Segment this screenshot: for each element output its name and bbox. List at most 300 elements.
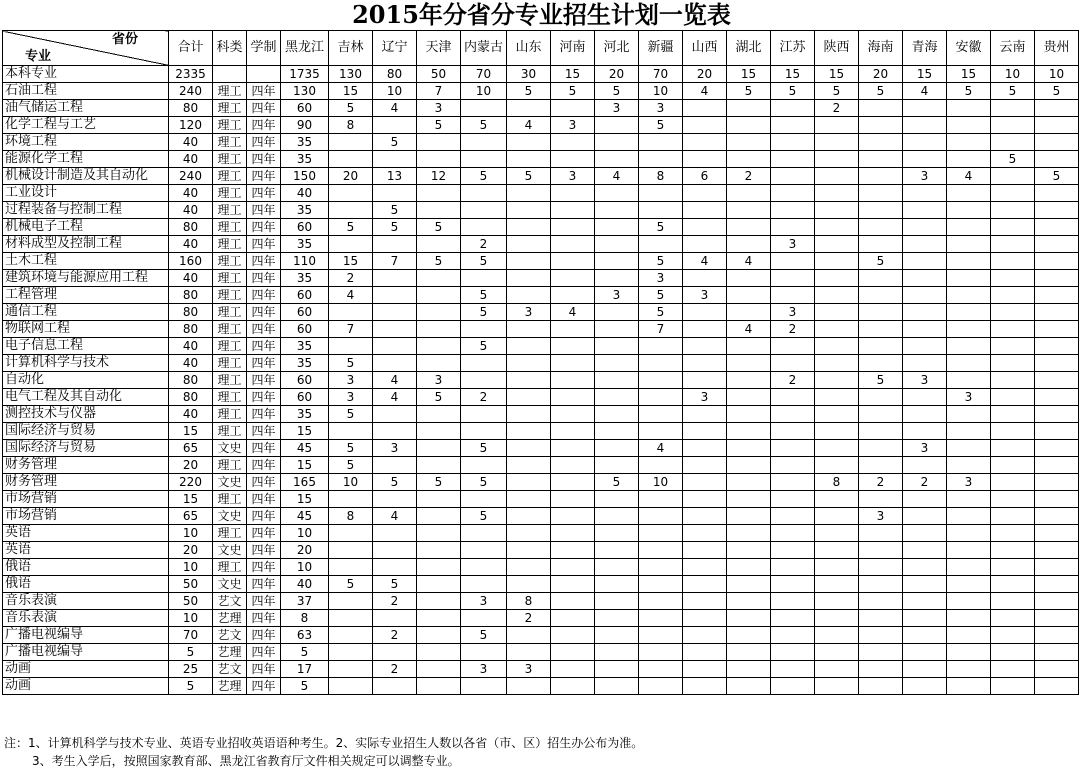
province-quota-cell — [683, 593, 727, 610]
total-cell: 240 — [169, 168, 213, 185]
province-quota-cell — [595, 151, 639, 168]
province-quota-cell: 165 — [281, 474, 329, 491]
province-quota-cell — [903, 678, 947, 695]
province-quota-cell — [683, 491, 727, 508]
province-quota-cell — [947, 593, 991, 610]
total-cell: 80 — [169, 389, 213, 406]
province-quota-cell — [991, 525, 1035, 542]
province-quota-cell — [727, 474, 771, 491]
category-cell: 文史 — [213, 508, 247, 525]
province-quota-cell — [551, 151, 595, 168]
province-quota-cell: 3 — [595, 100, 639, 117]
province-quota-cell — [595, 304, 639, 321]
province-quota-cell: 7 — [639, 321, 683, 338]
province-quota-cell — [461, 219, 507, 236]
province-quota-cell — [595, 423, 639, 440]
total-cell: 40 — [169, 338, 213, 355]
category-cell: 理工 — [213, 304, 247, 321]
table-row — [3, 83, 1079, 100]
total-cell: 70 — [169, 627, 213, 644]
table-row — [3, 304, 1079, 321]
province-quota-cell: 10 — [373, 83, 417, 100]
province-quota-cell — [947, 202, 991, 219]
category-cell — [213, 66, 247, 83]
province-quota-cell — [903, 457, 947, 474]
province-quota-cell — [727, 644, 771, 661]
province-quota-cell: 20 — [329, 168, 373, 185]
province-quota-cell: 3 — [771, 304, 815, 321]
province-quota-cell: 15 — [329, 253, 373, 270]
province-quota-cell — [461, 151, 507, 168]
province-quota-cell: 20 — [595, 66, 639, 83]
province-quota-cell — [507, 253, 551, 270]
province-header: 河北 — [595, 31, 639, 66]
province-quota-cell — [903, 627, 947, 644]
province-quota-cell — [373, 236, 417, 253]
province-quota-cell: 5 — [417, 389, 461, 406]
major-name-cell: 工业设计 — [3, 185, 169, 202]
table-row — [3, 440, 1079, 457]
province-quota-cell — [461, 406, 507, 423]
province-quota-cell: 2 — [771, 372, 815, 389]
province-quota-cell — [727, 508, 771, 525]
province-quota-cell: 4 — [595, 168, 639, 185]
province-quota-cell: 35 — [281, 236, 329, 253]
province-quota-cell — [1035, 270, 1079, 287]
province-quota-cell — [507, 389, 551, 406]
province-quota-cell — [683, 423, 727, 440]
province-quota-cell — [1035, 491, 1079, 508]
province-quota-cell: 5 — [461, 338, 507, 355]
province-quota-cell — [727, 338, 771, 355]
province-quota-cell — [859, 304, 903, 321]
province-quota-cell: 6 — [683, 168, 727, 185]
province-quota-cell — [815, 559, 859, 576]
province-quota-cell: 60 — [281, 321, 329, 338]
province-quota-cell — [639, 593, 683, 610]
duration-header: 学制 — [247, 31, 281, 66]
province-quota-cell — [417, 627, 461, 644]
province-quota-cell: 10 — [991, 66, 1035, 83]
province-quota-cell: 5 — [373, 474, 417, 491]
table-row — [3, 355, 1079, 372]
major-name-cell: 电子信息工程 — [3, 338, 169, 355]
province-quota-cell — [771, 134, 815, 151]
province-quota-cell — [991, 542, 1035, 559]
province-quota-cell: 5 — [991, 151, 1035, 168]
province-quota-cell — [947, 576, 991, 593]
province-quota-cell — [417, 491, 461, 508]
total-cell: 65 — [169, 440, 213, 457]
province-quota-cell: 5 — [417, 474, 461, 491]
province-quota-cell — [683, 661, 727, 678]
duration-cell: 四年 — [247, 678, 281, 695]
province-quota-cell — [1035, 525, 1079, 542]
province-quota-cell — [683, 508, 727, 525]
province-quota-cell: 20 — [683, 66, 727, 83]
province-quota-cell — [859, 576, 903, 593]
province-quota-cell — [329, 185, 373, 202]
province-quota-cell — [551, 474, 595, 491]
major-name-cell: 财务管理 — [3, 457, 169, 474]
duration-cell: 四年 — [247, 219, 281, 236]
province-quota-cell — [595, 202, 639, 219]
province-quota-cell — [373, 321, 417, 338]
province-quota-cell — [595, 508, 639, 525]
province-quota-cell — [507, 406, 551, 423]
major-name-cell: 机械设计制造及其自动化 — [3, 168, 169, 185]
province-quota-cell — [815, 423, 859, 440]
category-cell: 理工 — [213, 168, 247, 185]
province-quota-cell — [815, 457, 859, 474]
province-quota-cell: 2 — [329, 270, 373, 287]
province-quota-cell — [991, 661, 1035, 678]
total-cell: 80 — [169, 304, 213, 321]
province-header: 辽宁 — [373, 31, 417, 66]
province-quota-cell: 3 — [551, 117, 595, 134]
province-quota-cell — [507, 270, 551, 287]
province-quota-cell — [461, 270, 507, 287]
total-cell: 80 — [169, 372, 213, 389]
province-quota-cell — [815, 287, 859, 304]
province-quota-cell — [1035, 304, 1079, 321]
province-quota-cell — [461, 542, 507, 559]
province-quota-cell — [1035, 321, 1079, 338]
province-quota-cell — [551, 593, 595, 610]
province-quota-cell — [727, 202, 771, 219]
province-quota-cell: 5 — [329, 355, 373, 372]
province-quota-cell — [771, 100, 815, 117]
province-quota-cell — [329, 559, 373, 576]
category-cell: 艺文 — [213, 627, 247, 644]
province-quota-cell — [551, 270, 595, 287]
province-quota-cell — [639, 678, 683, 695]
province-quota-cell — [859, 525, 903, 542]
province-quota-cell — [1035, 406, 1079, 423]
province-quota-cell: 3 — [683, 287, 727, 304]
duration-cell: 四年 — [247, 321, 281, 338]
province-quota-cell — [507, 457, 551, 474]
province-quota-cell — [595, 253, 639, 270]
province-quota-cell — [991, 168, 1035, 185]
province-quota-cell: 13 — [373, 168, 417, 185]
province-quota-cell: 10 — [639, 474, 683, 491]
province-quota-cell — [329, 423, 373, 440]
province-quota-cell: 63 — [281, 627, 329, 644]
province-quota-cell — [639, 491, 683, 508]
province-quota-cell: 5 — [417, 219, 461, 236]
province-quota-cell — [991, 576, 1035, 593]
province-quota-cell — [417, 287, 461, 304]
major-name-cell: 财务管理 — [3, 474, 169, 491]
duration-cell: 四年 — [247, 423, 281, 440]
province-quota-cell: 15 — [771, 66, 815, 83]
province-quota-cell: 4 — [329, 287, 373, 304]
province-quota-cell — [373, 117, 417, 134]
province-quota-cell — [859, 151, 903, 168]
province-quota-cell — [683, 542, 727, 559]
province-quota-cell — [991, 610, 1035, 627]
province-quota-cell: 5 — [329, 406, 373, 423]
province-quota-cell — [507, 219, 551, 236]
province-quota-cell: 5 — [551, 83, 595, 100]
province-quota-cell: 2 — [815, 100, 859, 117]
province-quota-cell — [683, 185, 727, 202]
province-header: 青海 — [903, 31, 947, 66]
province-quota-cell — [815, 576, 859, 593]
duration-cell: 四年 — [247, 474, 281, 491]
duration-cell: 四年 — [247, 117, 281, 134]
province-quota-cell — [683, 457, 727, 474]
province-quota-cell — [903, 253, 947, 270]
province-quota-cell — [991, 457, 1035, 474]
province-quota-cell — [1035, 287, 1079, 304]
province-quota-cell — [1035, 440, 1079, 457]
province-quota-cell — [551, 678, 595, 695]
province-quota-cell — [595, 576, 639, 593]
province-quota-cell: 3 — [417, 372, 461, 389]
duration-cell: 四年 — [247, 644, 281, 661]
province-quota-cell: 5 — [595, 474, 639, 491]
province-quota-cell — [329, 661, 373, 678]
province-quota-cell — [815, 406, 859, 423]
province-quota-cell — [991, 372, 1035, 389]
province-quota-cell: 8 — [815, 474, 859, 491]
category-cell: 艺理 — [213, 678, 247, 695]
footnote-line-1: 注：1、计算机科学与技术专业、英语专业招收英语语种考生。2、实际专业招生人数以各省（市、区）招生办公布为准。 — [4, 736, 644, 750]
table-row — [3, 474, 1079, 491]
province-quota-cell — [595, 644, 639, 661]
category-cell: 理工 — [213, 287, 247, 304]
province-quota-cell — [417, 508, 461, 525]
category-cell: 理工 — [213, 338, 247, 355]
table-row — [3, 151, 1079, 168]
province-quota-cell — [727, 423, 771, 440]
province-quota-cell — [595, 440, 639, 457]
province-quota-cell: 8 — [329, 508, 373, 525]
province-quota-cell — [683, 321, 727, 338]
province-quota-cell — [373, 338, 417, 355]
province-quota-cell: 70 — [639, 66, 683, 83]
province-quota-cell: 150 — [281, 168, 329, 185]
province-quota-cell: 5 — [639, 117, 683, 134]
province-quota-cell — [373, 185, 417, 202]
province-quota-cell — [859, 338, 903, 355]
major-name-cell: 动画 — [3, 661, 169, 678]
category-cell: 理工 — [213, 83, 247, 100]
province-quota-cell: 60 — [281, 304, 329, 321]
province-quota-cell — [417, 270, 461, 287]
province-quota-cell — [903, 117, 947, 134]
province-quota-cell — [859, 389, 903, 406]
total-cell: 15 — [169, 423, 213, 440]
province-quota-cell — [947, 406, 991, 423]
duration-cell: 四年 — [247, 576, 281, 593]
province-quota-cell — [991, 440, 1035, 457]
province-quota-cell — [551, 372, 595, 389]
province-quota-cell — [373, 644, 417, 661]
province-quota-cell — [991, 559, 1035, 576]
province-quota-cell: 4 — [683, 253, 727, 270]
province-quota-cell — [1035, 219, 1079, 236]
province-quota-cell: 3 — [947, 474, 991, 491]
province-quota-cell — [683, 474, 727, 491]
province-quota-cell — [417, 423, 461, 440]
province-quota-cell — [859, 355, 903, 372]
total-cell: 80 — [169, 287, 213, 304]
province-quota-cell — [947, 185, 991, 202]
province-quota-cell — [859, 202, 903, 219]
province-quota-cell — [417, 338, 461, 355]
province-quota-cell: 10 — [281, 525, 329, 542]
province-quota-cell — [903, 576, 947, 593]
category-cell: 理工 — [213, 151, 247, 168]
province-quota-cell — [329, 151, 373, 168]
total-cell: 40 — [169, 270, 213, 287]
province-quota-cell: 10 — [329, 474, 373, 491]
province-quota-cell — [417, 134, 461, 151]
major-name-cell: 计算机科学与技术 — [3, 355, 169, 372]
province-quota-cell: 2 — [507, 610, 551, 627]
province-quota-cell — [859, 542, 903, 559]
table-row — [3, 185, 1079, 202]
total-cell: 5 — [169, 644, 213, 661]
province-quota-cell — [507, 100, 551, 117]
province-quota-cell: 5 — [947, 83, 991, 100]
province-quota-cell — [551, 644, 595, 661]
province-quota-cell — [859, 117, 903, 134]
province-quota-cell — [329, 542, 373, 559]
province-quota-cell — [1035, 185, 1079, 202]
province-quota-cell — [947, 610, 991, 627]
province-quota-cell: 10 — [281, 559, 329, 576]
province-quota-cell: 5 — [461, 117, 507, 134]
duration-cell: 四年 — [247, 287, 281, 304]
duration-cell: 四年 — [247, 593, 281, 610]
province-quota-cell — [859, 627, 903, 644]
province-quota-cell — [461, 576, 507, 593]
major-name-cell: 土木工程 — [3, 253, 169, 270]
province-quota-cell: 15 — [903, 66, 947, 83]
province-quota-cell — [815, 661, 859, 678]
major-name-cell: 化学工程与工艺 — [3, 117, 169, 134]
province-quota-cell — [507, 202, 551, 219]
province-quota-cell — [507, 423, 551, 440]
province-quota-cell — [903, 661, 947, 678]
province-quota-cell — [373, 610, 417, 627]
province-quota-cell — [991, 627, 1035, 644]
province-quota-cell: 80 — [373, 66, 417, 83]
province-header: 河南 — [551, 31, 595, 66]
province-quota-cell — [947, 236, 991, 253]
province-quota-cell — [991, 355, 1035, 372]
province-quota-cell: 5 — [507, 168, 551, 185]
total-cell: 40 — [169, 185, 213, 202]
province-quota-cell: 60 — [281, 287, 329, 304]
province-quota-cell — [329, 593, 373, 610]
province-quota-cell: 20 — [859, 66, 903, 83]
province-quota-cell — [903, 610, 947, 627]
province-quota-cell — [639, 151, 683, 168]
major-name-cell: 材料成型及控制工程 — [3, 236, 169, 253]
province-quota-cell — [727, 100, 771, 117]
province-quota-cell — [991, 253, 1035, 270]
province-quota-cell: 2 — [373, 661, 417, 678]
province-quota-cell — [771, 610, 815, 627]
province-quota-cell — [1035, 151, 1079, 168]
province-quota-cell: 3 — [461, 593, 507, 610]
province-quota-cell — [1035, 661, 1079, 678]
province-quota-cell — [859, 593, 903, 610]
province-quota-cell: 5 — [859, 83, 903, 100]
province-quota-cell: 35 — [281, 134, 329, 151]
category-cell: 理工 — [213, 355, 247, 372]
major-name-cell: 机械电子工程 — [3, 219, 169, 236]
province-header: 安徽 — [947, 31, 991, 66]
table-row — [3, 457, 1079, 474]
province-quota-cell — [551, 542, 595, 559]
total-cell: 25 — [169, 661, 213, 678]
total-cell: 15 — [169, 491, 213, 508]
province-quota-cell — [727, 661, 771, 678]
province-quota-cell — [991, 389, 1035, 406]
province-quota-cell — [1035, 134, 1079, 151]
province-quota-cell: 15 — [329, 83, 373, 100]
province-quota-cell — [771, 542, 815, 559]
province-quota-cell: 3 — [507, 661, 551, 678]
category-cell: 理工 — [213, 389, 247, 406]
table-row — [3, 219, 1079, 236]
province-quota-cell — [639, 202, 683, 219]
province-quota-cell — [1035, 202, 1079, 219]
province-quota-cell — [947, 219, 991, 236]
province-quota-cell: 2 — [461, 389, 507, 406]
province-quota-cell — [771, 508, 815, 525]
province-header: 海南 — [859, 31, 903, 66]
province-quota-cell — [507, 185, 551, 202]
province-quota-cell — [683, 270, 727, 287]
province-quota-cell — [727, 576, 771, 593]
province-quota-cell — [727, 457, 771, 474]
province-quota-cell: 4 — [373, 389, 417, 406]
province-quota-cell: 4 — [507, 117, 551, 134]
major-name-cell: 能源化学工程 — [3, 151, 169, 168]
table-row — [3, 287, 1079, 304]
major-name-cell: 电气工程及其自动化 — [3, 389, 169, 406]
province-quota-cell: 60 — [281, 389, 329, 406]
major-name-cell: 音乐表演 — [3, 593, 169, 610]
province-quota-cell — [595, 185, 639, 202]
province-quota-cell — [1035, 355, 1079, 372]
province-quota-cell — [727, 151, 771, 168]
major-name-cell: 广播电视编导 — [3, 627, 169, 644]
table-row — [3, 661, 1079, 678]
province-quota-cell — [859, 168, 903, 185]
province-quota-cell — [329, 134, 373, 151]
province-quota-cell — [417, 559, 461, 576]
province-quota-cell — [903, 304, 947, 321]
province-quota-cell — [595, 491, 639, 508]
province-quota-cell: 7 — [329, 321, 373, 338]
province-quota-cell — [991, 491, 1035, 508]
province-quota-cell — [417, 304, 461, 321]
province-quota-cell: 3 — [373, 440, 417, 457]
province-quota-cell — [727, 406, 771, 423]
province-quota-cell — [417, 576, 461, 593]
province-quota-cell: 2 — [771, 321, 815, 338]
province-quota-cell — [507, 474, 551, 491]
province-quota-cell — [1035, 100, 1079, 117]
